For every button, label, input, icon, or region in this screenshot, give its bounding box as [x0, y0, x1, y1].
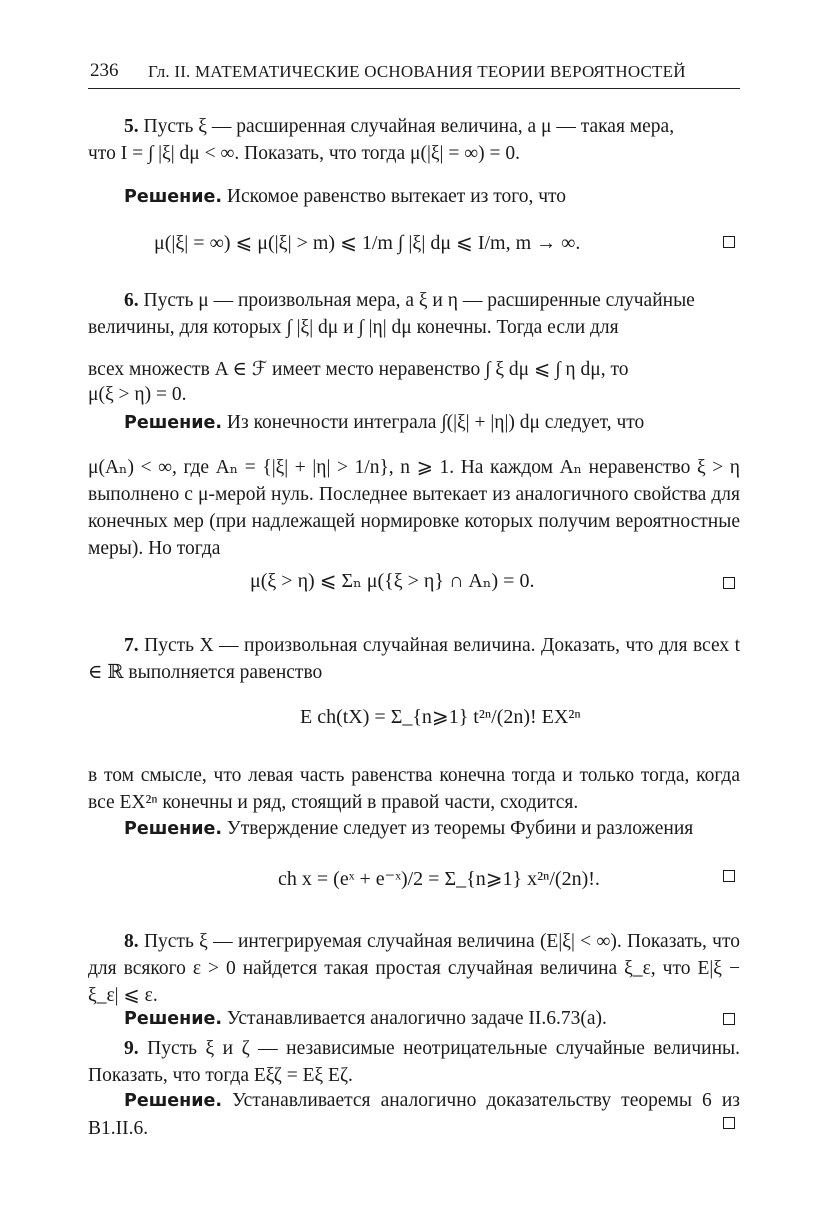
- problem-9-number: 9.: [124, 1038, 139, 1059]
- page-number: 236: [90, 60, 119, 81]
- qed-square: [723, 870, 735, 882]
- problem-7-equation: E ch(tX) = Σ_{n⩾1} t²ⁿ/(2n)! EX²ⁿ: [300, 706, 581, 728]
- problem-6-equation: μ(ξ > η) ⩽ Σₙ μ({ξ > η} ∩ Aₙ) = 0.: [250, 570, 535, 592]
- problem-9-solution: [88, 1087, 740, 1142]
- problem-7-solution: [88, 818, 740, 840]
- problem-6-solution-text: Из конечности интеграла ∫(|ξ| + |η|) dμ следует, что: [226, 412, 645, 433]
- problem-5-statement-line1: Пусть ξ — расширенная случайная величина, а μ — такая мера,: [143, 116, 675, 137]
- qed-square: [723, 577, 735, 589]
- problem-9-statement: [88, 1035, 740, 1089]
- problem-8-solution: [88, 1008, 740, 1030]
- problem-6-solution-rest: μ(Aₙ) < ∞, где Aₙ = {|ξ| + |η| > 1/n}, n ⩾ 1. На каждом Aₙ неравенство ξ > η выполнено с μ-мерой нуль. Последнее вытекает из аналогичного свойства для конечных мер (при надлежащей нормировке которых получим вероятностные меры). Но тогда: [88, 457, 740, 559]
- problem-6-statement-line2: величины, для которых ∫ |ξ| dμ и ∫ |η| dμ конечны. Тогда если для: [88, 317, 619, 338]
- qed-square: [723, 1117, 735, 1129]
- problem-6-statement-line1: Пусть μ — произвольная мера, а ξ и η — расширенные случайные: [143, 290, 695, 311]
- problem-7-statement: [88, 632, 740, 686]
- problem-6-number: 6.: [124, 290, 139, 311]
- problem-7-statement-text: Пусть X — произвольная случайная величина. Доказать, что для всех t ∈ ℝ выполняется равенство: [88, 635, 740, 683]
- solution-label: Решение.: [124, 819, 223, 839]
- problem-6-line1: [88, 290, 740, 312]
- problem-6-statement-line4: μ(ξ > η) = 0.: [88, 384, 187, 405]
- problem-5-solution: [88, 186, 740, 208]
- problem-5-line1: [88, 116, 740, 138]
- problem-9-statement-text: Пусть ξ и ζ — независимые неотрицательные случайные величины. Показать, что тогда Eξζ = Eξ Eζ.: [88, 1038, 740, 1086]
- page-header: [88, 58, 740, 89]
- problem-5-equation: μ(|ξ| = ∞) ⩽ μ(|ξ| > m) ⩽ 1/m ∫ |ξ| dμ ⩽ I/m, m → ∞.: [154, 232, 581, 254]
- problem-8-statement-text: Пусть ξ — интегрируемая случайная величина (E|ξ| < ∞). Показать, что для всякого ε > 0 найдется такая простая случайная величина ξ_ε, что E|ξ − ξ_ε| ⩽ ε.: [88, 931, 740, 1006]
- problem-8-statement: [88, 928, 740, 1009]
- problem-7-number: 7.: [124, 635, 139, 656]
- problem-8-solution-text: Устанавливается аналогично задаче II.6.73(а).: [226, 1008, 607, 1029]
- solution-label: Решение.: [124, 187, 223, 207]
- problem-7-statement-after: в том смысле, что левая часть равенства конечна тогда и только тогда, когда все EX²ⁿ конечны и ряд, стоящий в правой части, сходится.: [88, 765, 740, 813]
- running-title: Гл. II. МАТЕМАТИЧЕСКИЕ ОСНОВАНИЯ ТЕОРИИ ВЕРОЯТНОСТЕЙ: [148, 62, 686, 81]
- problem-6-solution-line1: [88, 412, 740, 434]
- problem-8-number: 8.: [124, 931, 139, 952]
- solution-label: Решение.: [124, 413, 223, 433]
- problem-5-statement-line2: что I = ∫ |ξ| dμ < ∞. Показать, что тогда μ(|ξ| = ∞) = 0.: [88, 143, 520, 164]
- problem-5-solution-text: Искомое равенство вытекает из того, что: [226, 186, 567, 207]
- qed-square: [723, 236, 735, 248]
- problem-5-number: 5.: [124, 116, 139, 137]
- solution-label: Решение.: [124, 1091, 223, 1111]
- solution-label: Решение.: [124, 1009, 223, 1029]
- problem-7-equation-2: ch x = (eˣ + e⁻ˣ)/2 = Σ_{n⩾1} x²ⁿ/(2n)!.: [278, 868, 600, 890]
- problem-6-statement-line3: всех множеств A ∈ ℱ имеет место неравенство ∫ ξ dμ ⩽ ∫ η dμ, то: [88, 359, 629, 380]
- problem-9-solution-text: Устанавливается аналогично доказательству теоремы 6 из B1.II.6.: [88, 1090, 740, 1139]
- problem-7-solution-text: Утверждение следует из теоремы Фубини и разложения: [226, 818, 694, 839]
- qed-square: [723, 1013, 735, 1025]
